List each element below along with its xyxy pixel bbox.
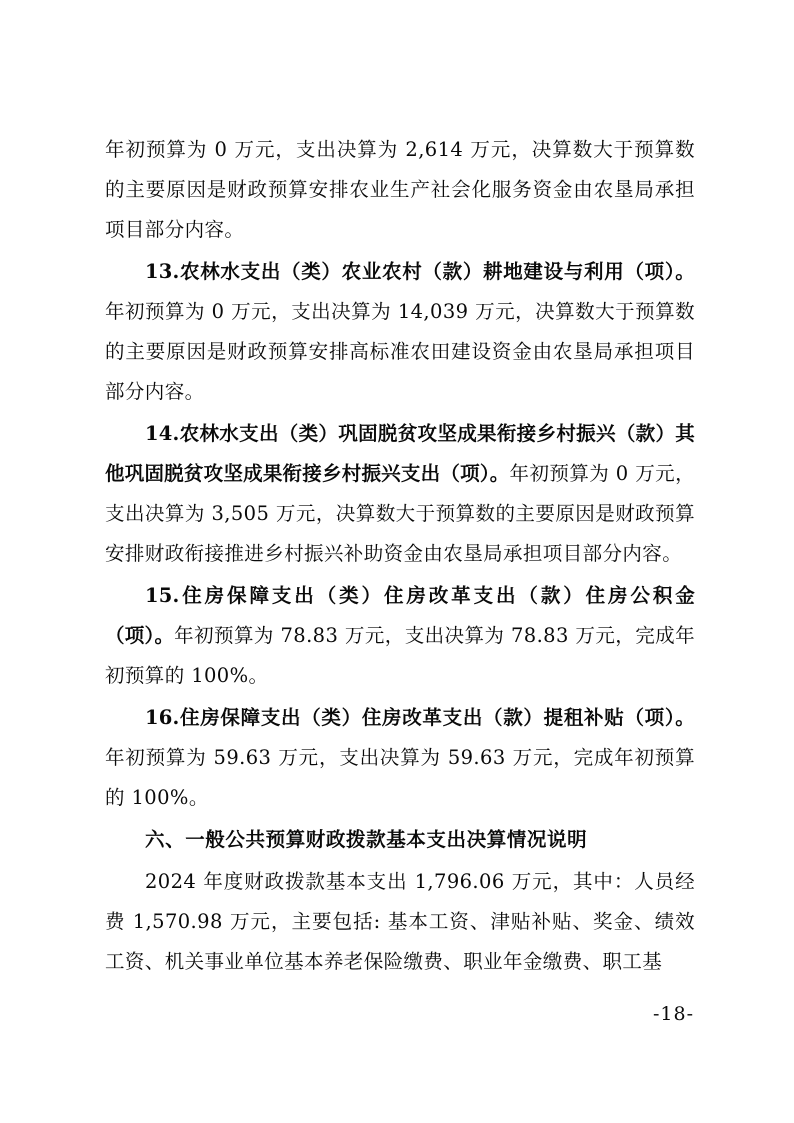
item-15-paragraph <box>105 576 695 696</box>
item-13-paragraph <box>105 252 695 412</box>
page-number: -18- <box>652 1003 694 1025</box>
item-15-text: 年初预算为 78.83 万元，支出决算为 78.83 万元，完成年初预算的 100%。 <box>105 624 695 687</box>
document-body <box>105 130 695 982</box>
item-13-lead: 13.农林水支出（类）农业农村（款）耕地建设与利用（项）。 <box>145 260 695 283</box>
item-14-paragraph <box>105 414 695 574</box>
item-14-lead: 14.农林水支出（类）巩固脱贫攻坚成果衔接乡村振兴（款）其他巩固脱贫攻坚成果衔接乡村振兴支出（项）。 <box>105 422 695 485</box>
paragraph-text: 年初预算为 0 万元，支出决算为 2,614 万元，决算数大于预算数的主要原因是财政预算安排农业生产社会化服务资金由农垦局承担项目部分内容。 <box>105 138 695 241</box>
paragraph-continuation <box>105 130 695 250</box>
section-six-paragraph: 2024 年度财政拨款基本支出 1,796.06 万元，其中：人员经费 1,570.98 万元，主要包括: 基本工资、津贴补贴、奖金、绩效工资、机关事业单位基本养老保险缴费、职业年金缴费、职工基 <box>105 870 695 973</box>
item-16-lead: 16.住房保障支出（类）住房改革支出（款）提租补贴（项）。 <box>145 706 695 729</box>
item-13-text: 年初预算为 0 万元，支出决算为 14,039 万元，决算数大于预算数的主要原因是财政预算安排高标准农田建设资金由农垦局承担项目部分内容。 <box>105 300 695 403</box>
item-15-lead: 15.住房保障支出（类）住房改革支出（款）住房公积金（项）。 <box>105 584 695 647</box>
item-16-paragraph <box>105 698 695 818</box>
section-heading-six: 六、一般公共预算财政拨款基本支出决算情况说明 <box>145 828 588 851</box>
item-16-text: 年初预算为 59.63 万元，支出决算为 59.63 万元，完成年初预算的 100%。 <box>105 746 695 809</box>
item-14-text: 年初预算为 0 万元，支出决算为 3,505 万元，决算数大于预算数的主要原因是财政预算安排财政衔接推进乡村振兴补助资金由农垦局承担项目部分内容。 <box>105 462 695 565</box>
